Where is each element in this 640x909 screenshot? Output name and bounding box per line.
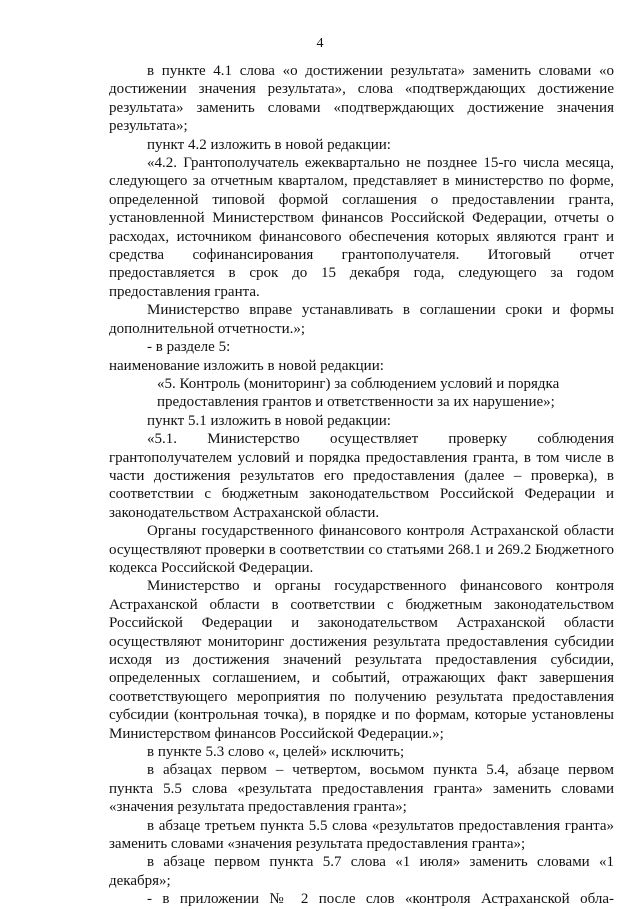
document-body [109,62,614,909]
paragraph-5: - в разделе 5: [147,339,231,356]
paragraph-4: Министерство вправе устанавливать в соглашении сроки и формы дополнительной отчетности.»; [109,302,614,337]
paragraph-2: пункт 4.2 изложить в новой редакции: [147,136,391,153]
paragraph-16: в абзаце первом пункта 5.7 слова «1 июля» заменить словами «1 декабря»; [109,854,614,889]
paragraph-9: пункт 5.1 изложить в новой редакции: [147,412,391,429]
section-heading-line-1: «5. Контроль (мониторинг) за соблюдением условий и порядка [157,375,560,392]
paragraph-14: в абзацах первом – четвертом, восьмом пункта 5.4, абзаце первом пункта 5.5 слова «результата предоставления гранта» заменить словами «значения результата предоставления гранта»; [109,762,614,816]
paragraph-1: в пункте 4.1 слова «о достижении результата» заменить словами «о достижении значения результата», слова «подтверждающих достижение результата» заменить словами «подтверждающих достижение значения результата»; [109,63,614,135]
paragraph-15: в абзаце третьем пункта 5.5 слова «результатов предоставления гранта» заменить словами «значения результата предоставления гранта»; [109,817,614,853]
paragraph-17: - в приложении № 2 после слов «контроля Астраханской обла- [147,891,614,908]
paragraph-6: наименование изложить в новой редакции: [109,357,384,374]
page-number: 4 [316,36,324,51]
paragraph-13: в пункте 5.3 слово «, целей» исключить; [147,744,405,761]
paragraph-10: «5.1. Министерство осуществляет проверку соблюдения грантополучателем условий и порядка предоставления гранта, в том числе в части достижения результатов его предоставления (далее – проверка), в соответствии с бюджетным законодательством Российской Федерации и законодательством Астраханской области. [109,431,614,521]
section-heading-line-2: предоставления грантов и ответственности за их нарушение»; [157,394,555,411]
paragraph-11: Органы государственного финансового контроля Астраханской области осуществляют проверки в соответствии со статьями 268.1 и 269.2 Бюджетного кодекса Российской Федерации. [109,523,614,576]
paragraph-3: «4.2. Грантополучатель ежеквартально не позднее 15-го числа месяца, следующего за отчетным кварталом, представляет в министерство по форме, определенной типовой формой соглашения о предоставлении гранта, установленной Министерством финансов Российской Федерации, отчеты о расходах, источником финансового обеспечения которых являются грант и средства софинансирования грантополучателя. Итоговый отчет предоставляется в срок до 15 декабря года, следующего за годом предоставления гранта. [109,155,614,300]
paragraph-12: Министерство и органы государственного финансового контроля Астраханской области в соответствии с бюджетным законодательством Российской Федерации и законодательством Астраханской области осуществляют мониторинг достижения результата предоставления субсидии исходя из достижения значений результата предоставления субсидии, определенных соглашением, и событий, отражающих факт завершения соответствующего мероприятия по получению результата предоставления субсидии (контрольная точка), в порядке и по формам, которые установлены Министерством финансов Российской Федерации.»; [109,578,614,742]
